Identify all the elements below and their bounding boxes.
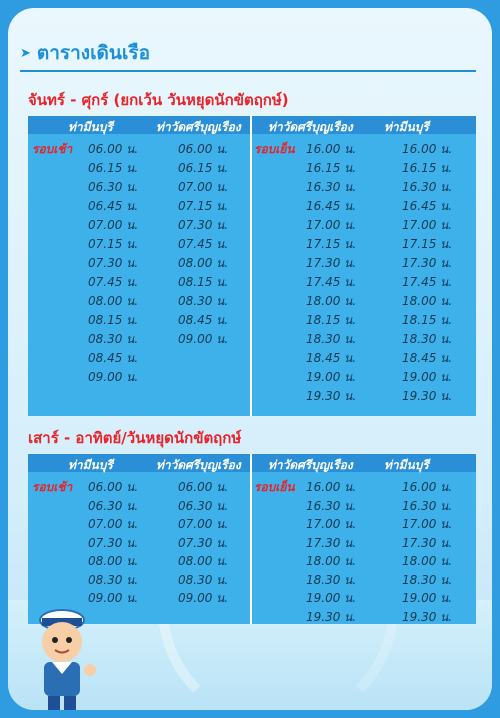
departure-time: 07.15 น. (178, 199, 229, 213)
departure-time: 19.30 น. (306, 389, 357, 403)
departure-time: 16.15 น. (402, 161, 453, 175)
departure-time: 16.00 น. (402, 142, 453, 156)
departure-time: 18.00 น. (306, 554, 357, 568)
departure-time: 08.00 น. (178, 256, 229, 270)
departure-time: 06.30 น. (88, 498, 139, 513)
page-title: ตารางเดินเรือ (36, 42, 150, 64)
weekend-title: เสาร์ - อาทิตย์/วันหยุดนักขัตฤกษ์ (28, 429, 242, 447)
departure-time: 19.00 น. (402, 591, 453, 605)
departure-time: 16.00 น. (306, 142, 357, 156)
departure-time: 18.00 น. (402, 554, 453, 568)
column-header: ท่ามีนบุรี (68, 458, 113, 472)
departure-time: 16.30 น. (306, 498, 357, 513)
departure-time: 19.00 น. (306, 370, 357, 384)
departure-time: 07.30 น. (178, 218, 229, 232)
departure-time: 07.30 น. (178, 535, 229, 550)
departure-time: 17.30 น. (402, 256, 453, 270)
departure-time: 17.45 น. (306, 275, 357, 289)
evening-label: รอบเย็น (254, 142, 295, 156)
departure-time: 16.00 น. (402, 480, 453, 494)
arrow-right-icon: ➤ (20, 45, 31, 61)
departure-time: 18.00 น. (306, 294, 357, 308)
departure-time: 09.00 น. (88, 370, 139, 384)
departure-time: 18.45 น. (402, 351, 453, 365)
departure-time: 19.30 น. (402, 609, 453, 624)
departure-time: 09.00 น. (178, 332, 229, 346)
departure-time: 17.00 น. (402, 218, 453, 232)
departure-time: 07.00 น. (88, 517, 139, 531)
departure-time: 19.30 น. (306, 609, 357, 624)
departure-time: 09.00 น. (178, 591, 229, 605)
departure-time: 18.15 น. (306, 313, 357, 327)
departure-time: 08.00 น. (88, 294, 139, 308)
departure-time: 16.45 น. (306, 199, 357, 213)
departure-time: 07.00 น. (88, 218, 139, 232)
departure-time: 16.45 น. (402, 199, 453, 213)
departure-time: 18.30 น. (402, 572, 453, 587)
departure-time: 08.30 น. (88, 572, 139, 587)
morning-label: รอบเช้า (32, 480, 73, 494)
departure-time: 08.00 น. (88, 554, 139, 568)
departure-time: 06.00 น. (178, 480, 229, 494)
departure-time: 16.30 น. (402, 180, 453, 194)
departure-time: 19.00 น. (306, 591, 357, 605)
departure-time: 18.15 น. (402, 313, 453, 327)
departure-time: 17.30 น. (306, 535, 357, 550)
departure-time: 19.30 น. (402, 389, 453, 403)
departure-time: 06.00 น. (88, 480, 139, 494)
departure-time: 18.30 น. (306, 332, 357, 346)
departure-time: 16.30 น. (402, 498, 453, 513)
departure-time: 18.30 น. (306, 572, 357, 587)
departure-time: 08.30 น. (178, 572, 229, 587)
column-header: ท่าวัดศรีบุญเรือง (156, 120, 241, 134)
departure-time: 06.30 น. (178, 498, 229, 513)
departure-time: 08.00 น. (178, 554, 229, 568)
departure-time: 06.15 น. (178, 161, 229, 175)
departure-time: 06.15 น. (88, 161, 139, 175)
column-header: ท่าวัดศรีบุญเรือง (156, 458, 241, 472)
departure-time: 07.30 น. (88, 256, 139, 270)
schedule-page (8, 8, 492, 710)
weekday-table (28, 116, 476, 416)
column-divider (250, 454, 252, 624)
column-header: ท่ามีนบุรี (384, 120, 429, 134)
sailor-mascot (22, 600, 112, 710)
departure-time: 07.15 น. (88, 237, 139, 251)
departure-time: 17.15 น. (402, 237, 453, 251)
column-header: ท่ามีนบุรี (68, 120, 113, 134)
departure-time: 08.15 น. (88, 313, 139, 327)
page-heading (20, 38, 150, 68)
departure-time: 17.00 น. (402, 517, 453, 531)
departure-time: 08.45 น. (178, 313, 229, 327)
weekend-table (28, 454, 476, 624)
departure-time: 18.30 น. (402, 332, 453, 346)
departure-time: 17.30 น. (306, 256, 357, 270)
departure-time: 17.30 น. (402, 535, 453, 550)
departure-time: 07.45 น. (88, 275, 139, 289)
departure-time: 18.00 น. (402, 294, 453, 308)
departure-time: 06.30 น. (88, 180, 139, 194)
column-header: ท่าวัดศรีบุญเรือง (268, 120, 353, 134)
departure-time: 07.00 น. (178, 180, 229, 194)
heading-underline (20, 70, 476, 72)
weekend-table-header (28, 454, 476, 472)
departure-time: 06.45 น. (88, 199, 139, 213)
column-header: ท่าวัดศรีบุญเรือง (268, 458, 353, 472)
departure-time: 08.45 น. (88, 351, 139, 365)
departure-time: 17.15 น. (306, 237, 357, 251)
departure-time: 09.00 น. (88, 591, 139, 605)
departure-time: 08.30 น. (178, 294, 229, 308)
departure-time: 06.00 น. (88, 142, 139, 156)
departure-time: 16.00 น. (306, 480, 357, 494)
departure-time: 16.15 น. (306, 161, 357, 175)
departure-time: 07.45 น. (178, 237, 229, 251)
column-header: ท่ามีนบุรี (384, 458, 429, 472)
evening-label: รอบเย็น (254, 480, 295, 494)
departure-time: 08.15 น. (178, 275, 229, 289)
column-divider (250, 116, 252, 416)
departure-time: 19.00 น. (402, 370, 453, 384)
departure-time: 17.00 น. (306, 218, 357, 232)
departure-time: 07.00 น. (178, 517, 229, 531)
departure-time: 06.00 น. (178, 142, 229, 156)
morning-label: รอบเช้า (32, 142, 73, 156)
departure-time: 18.45 น. (306, 351, 357, 365)
departure-time: 08.30 น. (88, 332, 139, 346)
departure-time: 17.45 น. (402, 275, 453, 289)
departure-time: 07.30 น. (88, 535, 139, 550)
weekday-title: จันทร์ - ศุกร์ (ยกเว้น วันหยุดนักขัตฤกษ์) (28, 91, 289, 109)
weekday-table-header (28, 116, 476, 134)
departure-time: 16.30 น. (306, 180, 357, 194)
departure-time: 17.00 น. (306, 517, 357, 531)
